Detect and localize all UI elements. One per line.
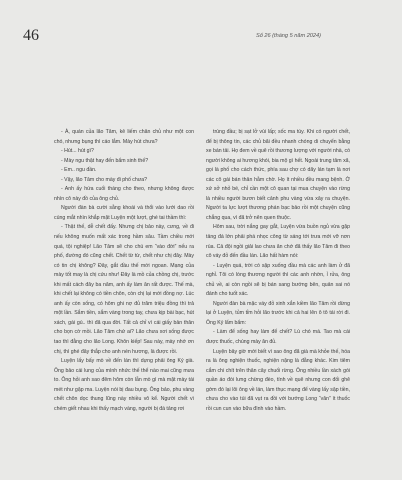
paragraph: - À, quán của lão Tâm, kẻ liếm chân chủ như một con chó, nhưng bụng thì cáo lắm. Mày hút chưa?: [54, 129, 194, 145]
paragraph: - Hút... hút gì?: [61, 148, 94, 155]
paragraph: - Vậy, lão Tâm cho mày đi phố chưa?: [61, 176, 148, 183]
paragraph: - Thật thế, dễ chết đấy. Nhưng chị bảo này, cưng, về đi nếu không muốn mất xác trong hầm sâu. Tầm chiều mới quá, tội nghiệp! Lão Tâm sẽ cho chú em “vào đời” nếu ra phố, đường đó cũng chết. Chết từ từ, chết như chị đây. Mày có tin chị không? Đây, gắt đầu thế mới ngoan. Mạng của mày tốt may là chị cứu như! Đây là mồ của chồng chị, trước khi mất cách đây ba năm, anh ấy làm ăn rất được. Thế mà, khi chết lại không có tiền chôn, còn chị lại mới đồng nợ. Lúc anh ấy còn sống, có hôm ghi nợ đủ trăm triệu đồng thì trả một lần. Sắm tiền, sắm vàng trong tay, chưa kịp bài bạc, hút xách, gái gú.. thì đã qua đời. Tất cả chỉ vì cái giấy bản thân cho bọn cờ mồi. Lão Tâm chứ ai? Lão chưa xơi sống được tao thì đằng cho lão Long. Khôn kiếp! Sau này, mày nhớ ơn chị, thì ghé đây thắp cho anh nén hương, là được rồi.: [54, 224, 194, 355]
left-column: [54, 128, 194, 414]
paragraph: - Em.. ngu đần.: [61, 167, 97, 174]
paragraph: Người đàn bà mặc váy đỏ xinh xắn kiềm lão Tâm rồi dừng lại ở Luyện, tủm tỉm hỏi lão trước khi cả hai lên ô tô tái rời đi. Ông Ký lẩm bẩm:: [206, 300, 350, 326]
paragraph: trúng đầu; bị sạt lở vùi lấp; sốc ma túy. Khi có người chết, để bị thông tin, các chủ bãi đều nhanh chóng di chuyển bằng xe bán tải. Họ đem về quê rồi thương lượng với người nhà, có người không ai hương khói, bia mộ gì hết. Ngoài trung tâm xã, gọi là phố cho cách thức, phía sau chợ có dãy lán tạm là nơi các cô gái bán thân hằm chờ. Họ ít nhiều đều mang bệnh. Ở xứ sở nhỏ bé, chỉ cần một cô quan tại mua chuyện vào rừng là nhiều người bươn biết cảnh phu vàng vừa xây ra chuyện. Người ta lực lượt thương phán bạc bảo rồi một chuyện cũng chẳng qua, vì đã trở nên quen thuộc.: [206, 129, 350, 221]
paragraph: - Mày ngu thật hay đến bẩm sinh thế?: [61, 157, 149, 164]
paragraph: - Anh ấy hứa cuối tháng cho theo, nhưng không được nhìn cô này đồ của ông chủ.: [54, 186, 194, 202]
paragraph: - Luyện quá, trời có sập xuống đầu mà các anh làm ử đã nghỉ. Tôi có lòng thương người thì các anh nhờn, ỉ rửa, ông chủ về, ai còn ngồi sẽ bị bán sang bướng bên, quản sai nó đánh cho tuốt xác.: [206, 262, 350, 298]
paragraph: - Làm để sống hay làm để chết? Lù chó má. Tao mà cái được thuốc, chúng mày ăn đủ.: [206, 329, 350, 346]
issue-header: Số 26 (tháng 5 năm 2024): [256, 33, 321, 39]
paragraph: Người đàn bà cười sằng khoái và thổi vào lưới dao rồi cúng mắt nhìn khắp mặt Luyện một lượt, ghé tai thầm thì:: [54, 205, 194, 221]
right-column: [206, 128, 350, 414]
page-number: 46: [23, 27, 39, 44]
paragraph: Luyện bây giờ mới biết vì sao ông đã già mà khỏe thế, hóa ra là ông nghiện thuốc, nghiện nặng là đằng khác. Kim tiêm cắm chi chít trên thân cây chuối rừng. Ông nhiều lần xách gói quần áo đòi lưng chừng đèo, tính về quê nhưng con đối ghê gớm đó lại lôi ông về lán, làm thục mạng để vàng lấy sập tiền, chưa cho vào túi đã vụt ra đồi với bướng Long “văn” ít thuốc rồi cun cun vào bữa đình vào hầm.: [206, 348, 350, 412]
paragraph: Luyện lấy bấy mò về đến lán thì dựng phải ông Ký già. Ông bảo cái lung của mình nhức thế thể nào mai cũng mưa to. Ông hỏi anh sao đêm hôm còn lẫn mò gì mà mặt mày tái mét như gặp ma. Luyện nói bị đau bụng. Ông bảo, phu vàng chết chôn dọc thung lũng này nhiều vô kể. Người chết vì chém giết nhau khi thấy mạch vàng, người bị đá tảng rơi: [54, 358, 194, 412]
paragraph: Hôm sau, trời nắng gay gắt, Luyện vừa buồn ngủ vừa gặp tảng đá lớn phải phá nhọc công từ sáng tới trưa mới vỡ nơn rùa. Cả đội ngồi giải lao chưa ăn chớ đã thấy lão Tâm đi theo cô váy đỏ đến đầu lán. Lão hất hàm nói:: [206, 224, 350, 260]
